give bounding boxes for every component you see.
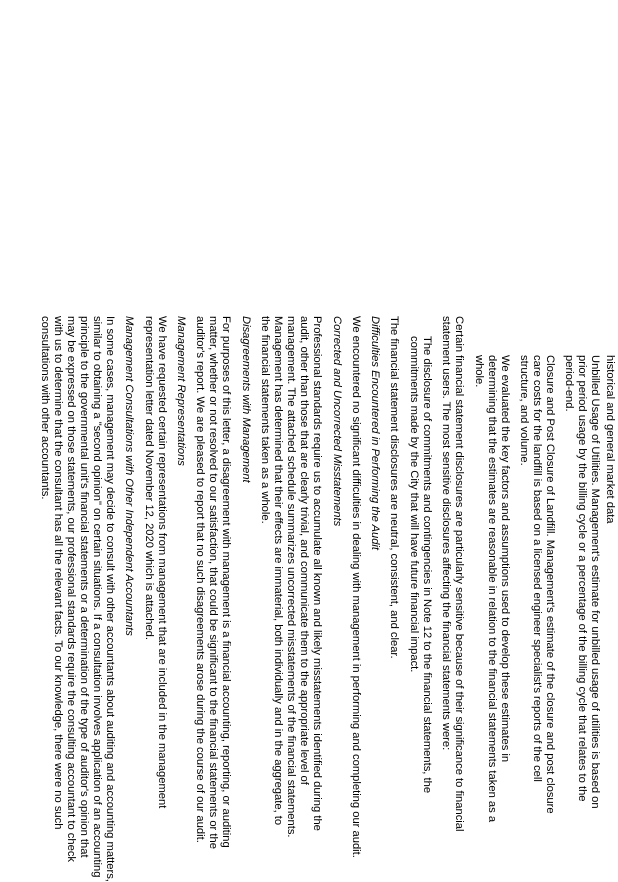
- section-heading: Corrected and Uncorrected Misstatements: [331, 316, 343, 527]
- text-line: matter, whether or not resolved to our satisfaction, that could be significant to the financial statements or the: [207, 316, 219, 849]
- text-line: In some cases, management may decide to consult with other accountants about auditing and accounting matters,: [104, 316, 116, 882]
- text-line: Professional standards require us to accumulate all known and likely misstatements identified during the: [311, 316, 323, 831]
- text-line: may be expressed on those statements, our professional standards require the consulting accountant to check: [65, 316, 77, 863]
- text-line: the financial statements taken as a whole.: [259, 316, 271, 524]
- text-line: commitments made by the City that will have future financial impact.: [408, 336, 420, 673]
- text-line: The disclosure of commitments and contingencies in Note 12 to the financial statements, the: [421, 336, 433, 794]
- text-line: structure, and volume.: [518, 355, 530, 466]
- section-heading: Difficulties Encountered in Performing the Audit: [369, 316, 381, 551]
- text-line: auditor's report. We are pleased to report that no such disagreements arose during the course of our audit.: [194, 316, 206, 843]
- text-line: Management has determined that their effects are immaterial, both individually and in the aggregate, to: [272, 316, 284, 826]
- text-line: Closure and Post Closure of Landfill. Management's estimate of the closure and post closure: [544, 355, 556, 814]
- text-line: consultations with other accountants.: [39, 316, 51, 500]
- section-heading: Disagreements with Management: [240, 316, 252, 483]
- text-line: We encountered no significant difficulties in dealing with management in performing and completing our audit.: [350, 316, 362, 858]
- text-line: representation letter dated November 12, 2020 which is attached.: [143, 316, 155, 641]
- text-line: management. The attached schedule summarizes uncorrected misstatements of the financial statements.: [285, 316, 297, 838]
- text-line: period-end.: [563, 355, 575, 412]
- text-line: We have requested certain representations from management that are included in the management: [156, 316, 168, 809]
- text-line: with us to determine that the consultant has all the relevant facts. To our knowledge, there were no such: [52, 316, 64, 830]
- section-heading: Management Representations: [175, 316, 187, 466]
- text-line: care costs for the landfill is based on a licensed engineer specialist's reports of the cell: [531, 355, 543, 782]
- text-line: For purposes of this letter, a disagreement with management is a financial accounting, reporting, or auditing: [220, 316, 232, 848]
- text-line: statement users. The most sensitive disclosures affecting the financial statements were:: [440, 316, 452, 751]
- text-line: principle to the governmental unit's financial statements or a determination of the type of auditor's opinion that: [78, 316, 90, 858]
- text-line: Unbilled Usage of Utilities. Management's estimate for unbilled usage of utilities is based on: [589, 355, 601, 809]
- text-line: We evaluated the key factors and assumptions used to develop these estimates in: [499, 355, 511, 763]
- text-line: audit, other than those that are clearly trivial, and communicate them to the appropriate level of: [298, 316, 310, 785]
- text-line: historical and general market data: [604, 355, 616, 524]
- text-line: similar to obtaining a "second opinion" on certain situations. If a consultation involves application of an accounting: [91, 316, 103, 878]
- text-line: Certain financial statement disclosures are particularly sensitive because of their significance to financial: [453, 316, 465, 832]
- section-heading: Management Consultations with Other Independent Accountants: [123, 316, 135, 636]
- text-line: The financial statement disclosures are neutral, consistent, and clear.: [388, 316, 400, 659]
- text-line: whole.: [473, 355, 485, 388]
- text-line: determining that the estimates are reasonable in relation to the financial statements taken as a: [486, 355, 498, 823]
- text-line: prior period usage by the billing cycle or a percentage of the billing cycle that relates to the: [576, 355, 588, 802]
